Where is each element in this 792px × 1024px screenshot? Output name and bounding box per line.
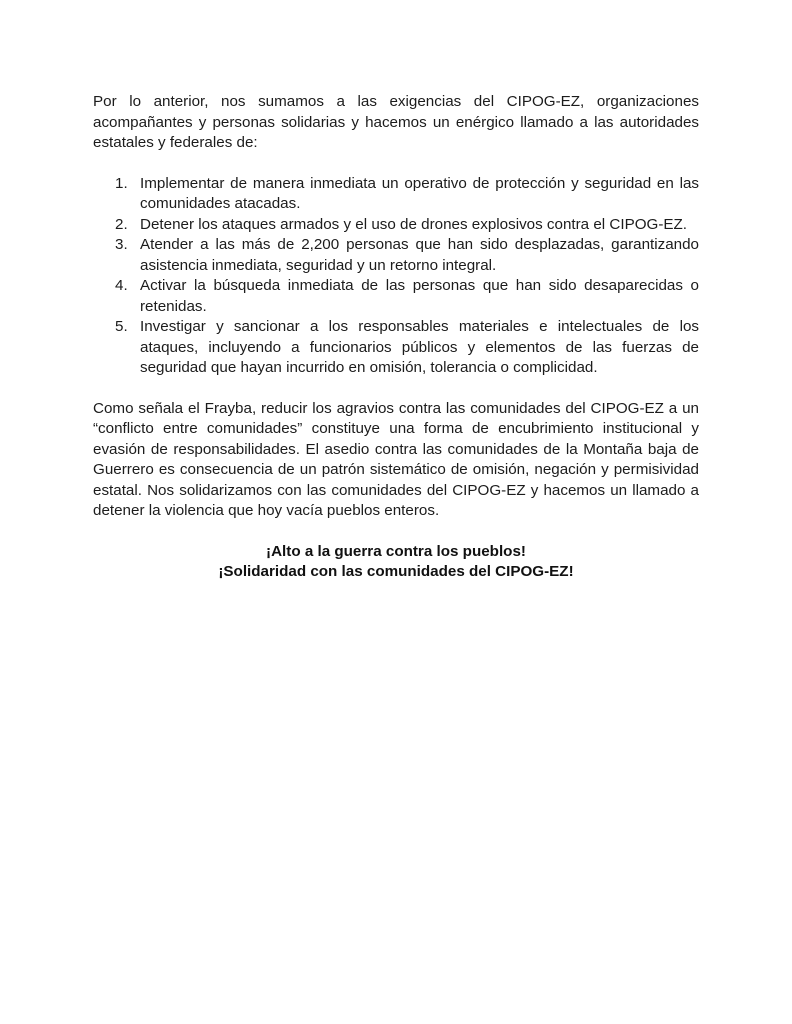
closing-slogans: [93, 542, 699, 583]
document-page: [93, 92, 699, 583]
closing-slogan: ¡Solidaridad con las comunidades del CIPOG-EZ!: [218, 563, 574, 580]
list-item-number: 3.: [115, 236, 128, 253]
list-item-text: Atender a las más de 2,200 personas que han sido desplazadas, garantizando asistencia inmediata, seguridad y un retorno integral.: [140, 236, 699, 274]
list-item: [115, 317, 699, 379]
demands-list: [93, 174, 699, 379]
list-item: [115, 276, 699, 317]
list-item-text: Detener los ataques armados y el uso de drones explosivos contra el CIPOG-EZ.: [140, 215, 688, 233]
list-item: [115, 215, 699, 236]
list-item-number: 2.: [115, 215, 128, 233]
list-item-number: 1.: [115, 174, 128, 192]
list-item-text: Activar la búsqueda inmediata de las personas que han sido desaparecidas o retenidas.: [140, 277, 699, 315]
list-item: [115, 235, 699, 276]
list-item-text: Implementar de manera inmediata un operativo de protección y seguridad en las comunidades atacadas.: [140, 174, 699, 212]
closing-slogan: ¡Alto a la guerra contra los pueblos!: [266, 542, 526, 560]
list-item-text: Investigar y sancionar a los responsables materiales e intelectuales de los ataques, incluyendo a funcionarios públicos y elementos de las fuerzas de seguridad que hayan incurrido en omisión, tolerancia o complicidad.: [140, 318, 699, 376]
list-item-number: 5.: [115, 318, 128, 335]
list-item: [115, 174, 699, 215]
list-item-number: 4.: [115, 277, 128, 294]
intro-paragraph: Por lo anterior, nos sumamos a las exigencias del CIPOG-EZ, organizaciones acompañantes y personas solidarias y hacemos un enérgico llamado a las autoridades estatales y federales de:: [93, 93, 699, 151]
body-paragraph: Como señala el Frayba, reducir los agravios contra las comunidades del CIPOG-EZ a un “conflicto entre comunidades” constituye una forma de encubrimiento institucional y evasión de responsabilidades. El asedio contra las comunidades de la Montaña baja de Guerrero es consecuencia de un patrón sistemático de omisión, negación y permisividad estatal. Nos solidarizamos con las comunidades del CIPOG-EZ y hacemos un llamado a detener la violencia que hoy vacía pueblos enteros.: [93, 399, 699, 519]
